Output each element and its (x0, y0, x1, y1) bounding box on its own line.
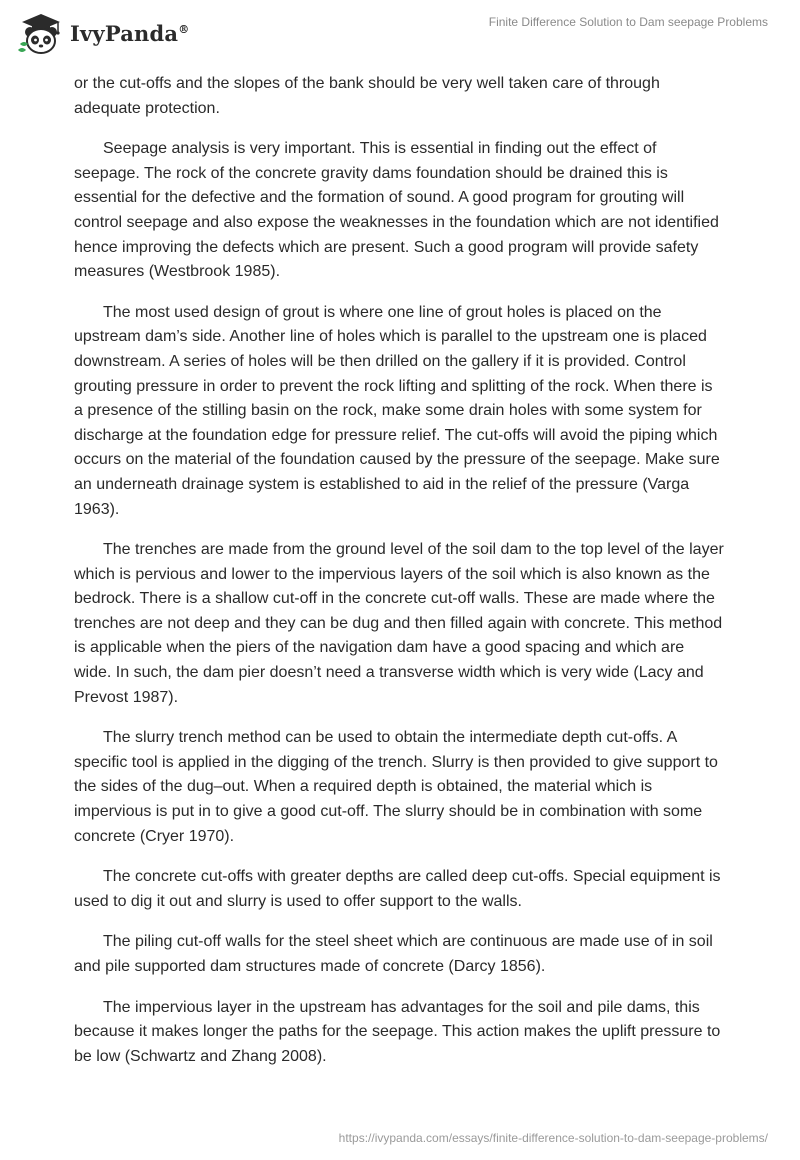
paragraph: or the cut-offs and the slopes of the bank should be very well taken care of through adequate protection. (74, 75, 660, 117)
panda-graduate-icon (14, 10, 68, 56)
paragraph: The concrete cut-offs with greater depths are called deep cut-offs. Special equipment is used to dig it out and slurry is used to offer support to the walls. (74, 868, 721, 910)
paragraph: The piling cut-off walls for the steel sheet which are continuous are made use of in soil and pile supported dam structures made of concrete (Darcy 1856). (74, 933, 713, 975)
ivypanda-logo[interactable] (14, 10, 189, 56)
paragraph: The impervious layer in the upstream has advantages for the soil and pile dams, this because it makes longer the paths for the seepage. This action makes the uplift pressure to be low (Schwartz and Zhang 2008). (74, 998, 721, 1065)
paragraph: The trenches are made from the ground level of the soil dam to the top level of the layer which is pervious and lower to the impervious layers of the soil which is also known as the bedrock. There is a shallow cut-off in the concrete cut-off walls. These are made where the trenches are not deep and they can be dug and then filled again with concrete. This method is applicable when the piers of the navigation dam have a good spacing and which are wide. In such, the dam pier doesn’t need a transverse width which is very wide (Lacy and Prevost 1987). (74, 541, 724, 706)
document-title: Finite Difference Solution to Dam seepage Problems (488, 15, 768, 29)
paragraph: The slurry trench method can be used to obtain the intermediate depth cut-offs. A specific tool is applied in the digging of the trench. Slurry is then provided to give support to the sides of the dug–out. When a required depth is obtained, the material which is impervious is put in to give a good cut-off. The slurry should be in combination with some concrete (Cryer 1970). (74, 729, 718, 845)
source-url[interactable]: https://ivypanda.com/essays/finite-difference-solution-to-dam-seepage-problems/ (338, 1131, 768, 1145)
brand-name: IvyPanda® (70, 20, 190, 46)
essay-body (74, 72, 724, 1085)
paragraph: Seepage analysis is very important. This is essential in finding out the effect of seepage. The rock of the concrete gravity dams foundation should be drained this is essential for the defective and the formation of sound. A good program for grouting will control seepage and also expose the weaknesses in the foundation which are not identified hence improving the defects which are present. Such a good program will provide safety measures (Westbrook 1985). (74, 140, 719, 281)
paragraph: The most used design of grout is where one line of grout holes is placed on the upstream dam’s side. Another line of holes which is parallel to the upstream one is placed downstream. A series of holes will be then drilled on the gallery if it is provided. Control grouting pressure in order to prevent the rock lifting and splitting of the rock. When there is a presence of the stilling basin on the rock, make some drain holes with some system for discharge at the foundation edge for pressure relief. The cut-offs will avoid the piping which occurs on the material of the foundation caused by the pressure of the seepage. Make sure an underneath drainage system is established to aid in the relief of the pressure (Varga 1963). (74, 303, 720, 518)
page-header (0, 0, 800, 64)
